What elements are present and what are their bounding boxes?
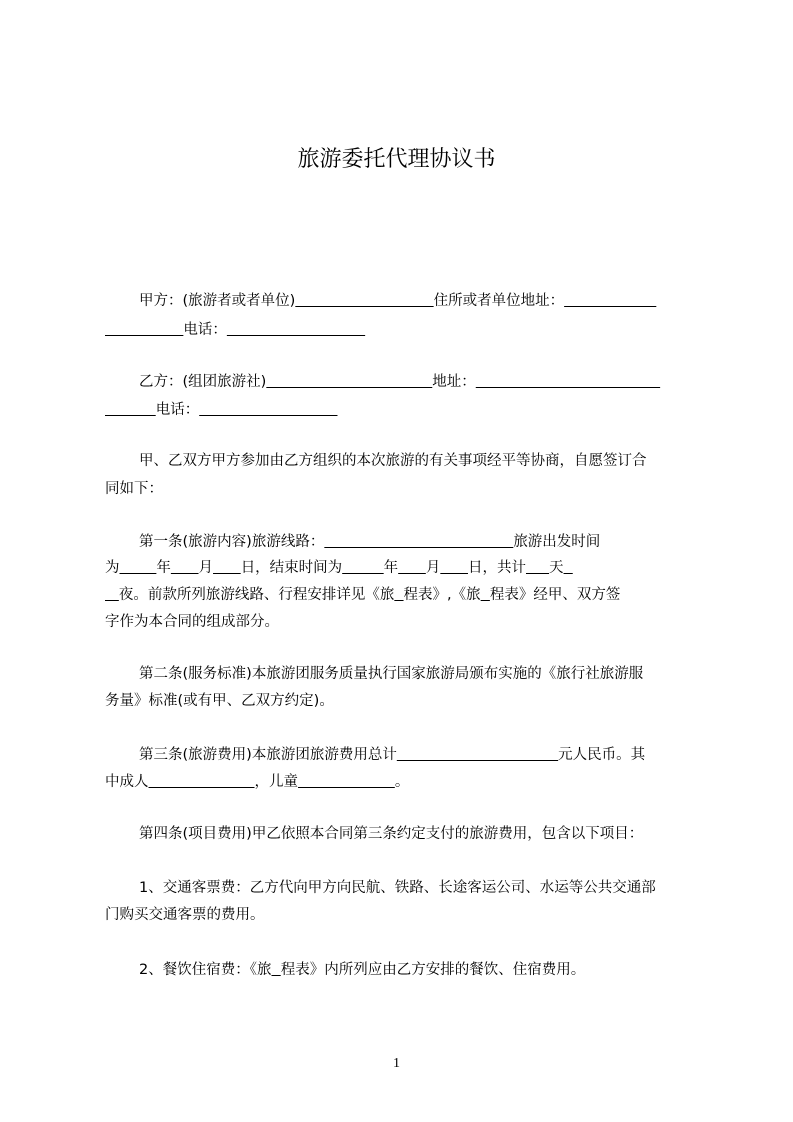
adult-fee-blank [149,774,255,790]
party-b-line-2 [105,400,705,420]
article1-text: 旅游出发时间 [513,534,601,550]
party-a-label: 甲方：(旅游者或者单位) [139,293,296,309]
tour-route-blank [324,534,513,550]
party-a-address-blank [564,293,656,309]
party-a-phone-label: 电话： [183,322,227,338]
party-a-address-blank-cont [105,322,183,338]
article3-text: 第三条(旅游费用)本旅游团旅游费用总计 [139,747,397,763]
article1-line-1 [105,532,739,552]
party-b-address-blank [476,374,660,390]
article4-line-1: 第四条(项目费用)甲乙依照本合同第三条约定支付的旅游费用，包含以下项目： [139,826,644,842]
itinerary-blank [394,587,403,603]
total-fee-blank [397,747,558,763]
start-year-blank [120,560,157,576]
article1-text: 夜。前款所列旅游线路、行程安排详见《旅 [118,587,395,603]
article1-text: 年 [156,560,171,576]
nights-blank [564,560,573,576]
party-a-address-label: 住所或者单位地址： [433,293,565,309]
article3-line-2 [105,772,705,792]
party-a-line-1 [105,291,739,311]
article1-text: 第一条(旅游内容)旅游线路： [139,534,325,550]
item2-line-1 [105,960,739,980]
intro-line-2: 同如下： [105,481,163,497]
party-a-line-2 [105,320,705,340]
page-number: 1 [393,1056,400,1071]
nights-blank-cont [105,587,119,603]
article1-line-2 [105,558,705,578]
intro-line-1: 甲、乙双方甲方参加由乙方组织的本次旅游的有关事项经平等协商，自愿签订合 [139,453,647,469]
article2-line-2: 务量》标准(或有甲、乙双方约定)。 [105,693,334,709]
article1-line-3 [105,585,705,605]
article1-text: 为 [105,560,120,576]
days-blank [526,560,549,576]
article1-text: 天 [549,560,564,576]
end-day-blank [440,560,468,576]
party-b-phone-blank [199,402,337,418]
start-month-blank [171,560,199,576]
party-b-label: 乙方：(组团旅游社) [139,374,267,390]
article1-text: 日，结束时间为 [240,560,343,576]
end-year-blank [342,560,383,576]
item2-text: 2、餐饮住宿费：《旅 [139,962,272,978]
article2-line-1: 第二条(服务标准)本旅游团服务质量执行国家旅游局颁布实施的《旅行社旅游服 [139,666,644,682]
child-fee-blank [298,774,395,790]
article1-text: 年 [383,560,399,576]
party-b-name-blank [266,374,432,390]
article3-text: ，儿童 [254,774,299,790]
article1-text: 程表》,《旅 [403,587,481,603]
article1-text: 日，共计 [467,560,526,576]
article3-text: 。 [394,774,410,790]
party-b-line-1 [105,372,739,392]
party-b-phone-label: 电话： [155,402,200,418]
party-b-address-blank-cont [105,402,156,418]
article3-text: 元人民币。其 [558,747,646,763]
itinerary-blank [481,587,490,603]
article3-line-1 [105,745,739,765]
start-day-blank [213,560,241,576]
article1-text: 月 [425,560,441,576]
article3-text: 中成人 [105,774,149,790]
item2-text: 程表》内所列应由乙方安排的餐饮、住宿费用。 [280,962,586,978]
itinerary-blank [271,962,280,978]
party-b-address-label: 地址： [432,374,476,390]
article1-text: 程表》经甲、双方签 [489,587,621,603]
document-title: 旅游委托代理协议书 [297,147,496,172]
end-month-blank [398,560,426,576]
item1-line-2: 门购买交通客票的费用。 [105,907,265,923]
party-a-phone-blank [227,322,365,338]
party-a-name-blank [295,293,433,309]
article1-line-4: 字作为本合同的组成部分。 [105,614,279,630]
item1-line-1: 1、交通客票费：乙方代向甲方向民航、铁路、长途客运公司、水运等公共交通部 [139,880,656,896]
article1-text: 月 [198,560,214,576]
